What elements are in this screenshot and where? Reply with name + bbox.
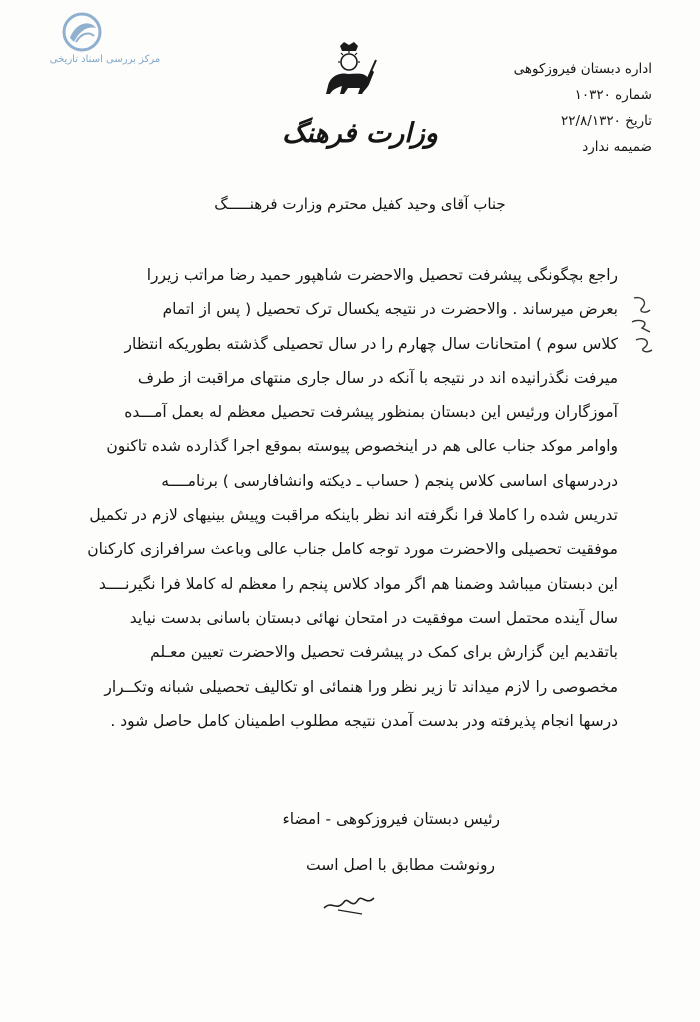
archive-logo-icon [62, 12, 102, 52]
body-line: آموزگاران ورئیس این دبستان بمنظور پیشرفت تحصیل معظم له بعمل آمـــده [124, 403, 618, 422]
body-line: مخصوصی را لازم میداند تا زیر نظر ورا هنمائی او تکالیف تحصیلی شبانه وتکــرار [104, 677, 618, 696]
copy-certification: رونوشت مطابق با اصل است [306, 856, 495, 874]
body-line: سال آینده محتمل است موفقیت در امتحان نهائی دبستان باسانی بدست نیاید [129, 608, 618, 627]
body-line: راجع بچگونگی پیشرفت تحصیل والاحضرت شاهپور حمید رضا مراتب زیررا [146, 266, 618, 284]
body-line: باتقدیم این گزارش برای کمک در پیشرفت تحصیل والاحضرت تعیین معـلم [150, 643, 618, 662]
body-line: کلاس سوم ) امتحانات سال چهارم را در سال تحصیلی گذشته بطوریکه انتظار [124, 334, 618, 353]
lion-and-sun-emblem-icon [318, 40, 380, 102]
letter-date: تاریخ ۲۲/۸/۱۳۲۰ [560, 113, 652, 129]
archive-watermark-text: مرکز بررسی اسناد تاریخی [49, 54, 161, 65]
body-line: تدریس شده را کاملا فرا نگرفته اند نظر باینکه مراقبت وپیش بینیهای لازم در تکمیل [89, 506, 618, 525]
body-line: بعرض میرساند . والاحضرت در نتیجه یکسال ترک تحصیل ( پس از اتمام [162, 300, 618, 319]
body-line: درسها انجام پذیرفته ودر بدست آمدن نتیجه مطلوب اطمینان کامل حاصل شود . [110, 711, 618, 730]
office-name: اداره دبستان فیروزکوهی [513, 61, 652, 77]
body-line: واوامر موکد جناب عالی هم در اینخصوص پیوسته بموقع اجرا گذارده شده تاکنون [106, 437, 618, 456]
signer-line: رئیس دبستان فیروزکوهی - امضاء [282, 810, 500, 828]
letter-header [417, 56, 652, 160]
body-line: موفقیت تحصیلی والاحضرت مورد توجه کامل جناب عالی وباعث سرافرازی کارکنان [87, 540, 618, 559]
handwritten-signature [318, 880, 380, 920]
archive-watermark [30, 12, 180, 72]
letter-number: شماره ۱۰۳۲۰ [574, 87, 652, 103]
attachment-note: ضمیمه ندارد [582, 139, 652, 155]
body-line: میرفت نگذرانیده اند در نتیجه با آنکه در سال جاری منتهای مراقبت از طرف [137, 368, 618, 387]
handwritten-margin-note [620, 292, 664, 356]
ministry-heading: وزارت فرهنگ [282, 118, 438, 149]
body-line: دردرسهای اساسی کلاس پنجم ( حساب ـ دیکته وانشافارسی ) برنامــــه [161, 471, 618, 490]
body-line: این دبستان میباشد وضمنا هم اگر مواد کلاس پنجم را معظم له کاملا فرا نگیرنــــد [98, 574, 618, 593]
letter-body [87, 258, 618, 738]
addressee-line: جناب آقای وحید کفیل محترم وزارت فرهنـــــگ [214, 195, 506, 213]
